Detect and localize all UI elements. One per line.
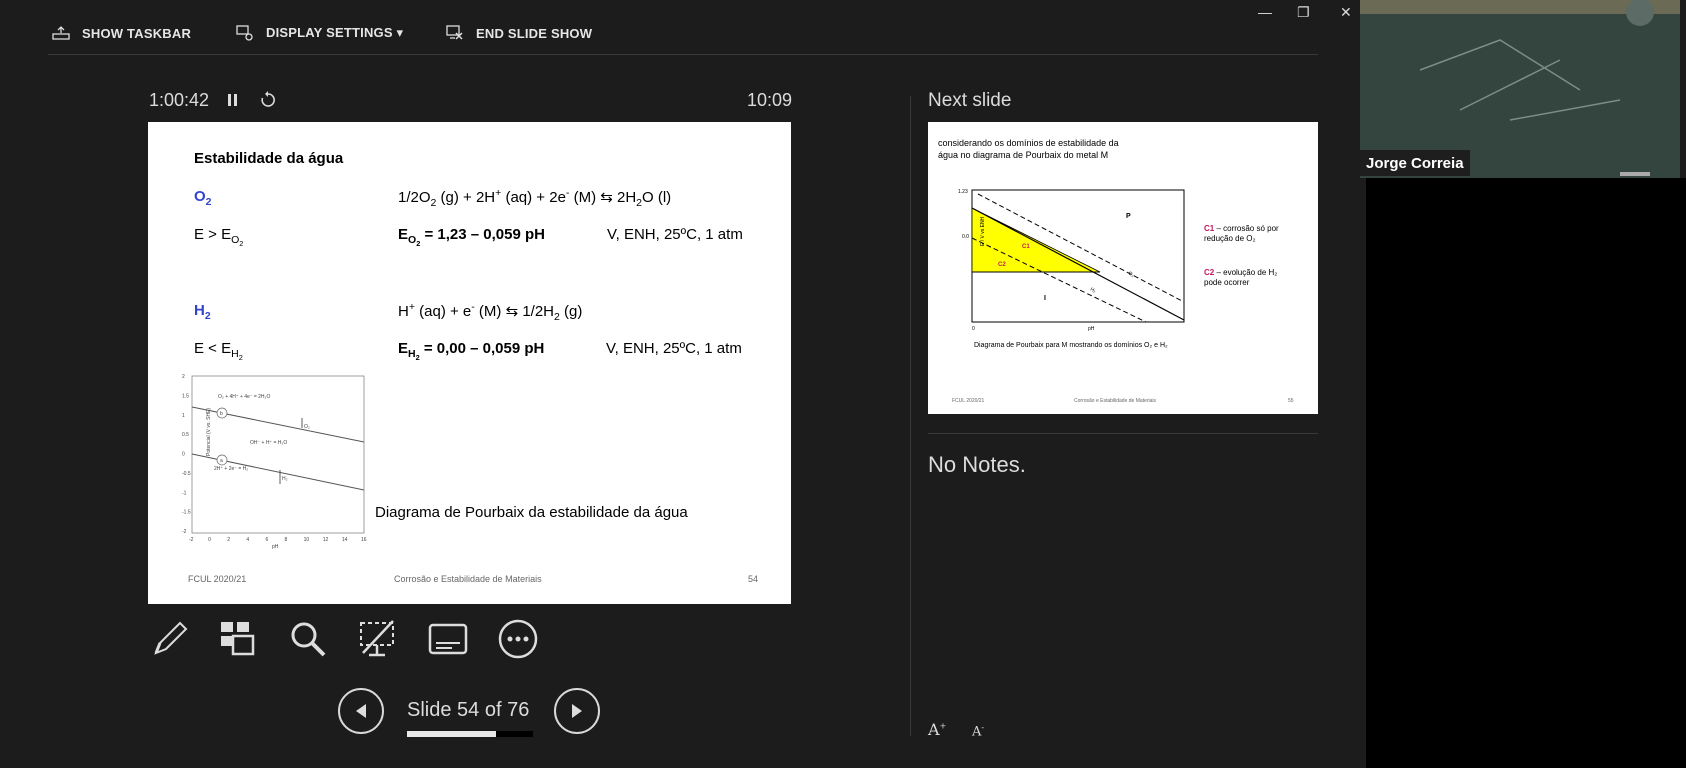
restore-icon[interactable]: ❐ — [1297, 4, 1310, 20]
c1-legend: C1 – corrosão só por — [1204, 224, 1279, 233]
next-footer-center: Corrosão e Estabilidade de Materiais — [1074, 398, 1156, 404]
display-settings-button[interactable] — [236, 22, 403, 44]
water-pourbaix-chart — [162, 372, 372, 552]
h2-line-label: H₂ — [1089, 286, 1097, 295]
h2-heading: $H_2$ — [194, 302, 211, 322]
black-screen-button[interactable] — [356, 617, 400, 661]
show-taskbar-label: SHOW TASKBAR — [82, 25, 192, 41]
h2-arrow-label: H₂ — [282, 476, 288, 482]
mini-ytick: -1 — [182, 490, 187, 497]
mini-ytick: 1.5 — [182, 393, 189, 400]
pointer-screen-icon — [357, 618, 399, 660]
mini-xlabel: pH — [272, 544, 279, 550]
slide-progress-fill — [407, 731, 496, 737]
next-icon — [570, 703, 584, 719]
previous-icon — [354, 703, 368, 719]
o2-heading: $O_2$ — [194, 188, 212, 208]
restart-timer-icon[interactable] — [260, 91, 276, 114]
mini-xtick: 2 — [227, 537, 231, 543]
mini-xtick: -2 — [189, 537, 194, 543]
mid-label: OH⁻ + H⁺ = H₂O — [250, 440, 288, 446]
taskbar-icon — [52, 26, 70, 40]
region-i: I — [1044, 295, 1046, 302]
o2-line-label: O₂ — [1127, 270, 1136, 279]
h2-condition: $E < E_{H_2}$ — [194, 340, 243, 363]
o2-condition: $E > E_{O_2}$ — [194, 226, 244, 249]
grid-slides-icon — [218, 619, 258, 659]
line-a-label: 2H⁺ + 2e⁻ = H₂ — [214, 466, 249, 472]
mini-xtick: 16 — [361, 537, 367, 543]
mini-ytick: 2 — [182, 374, 185, 380]
subtitles-button[interactable] — [426, 617, 470, 661]
slide-number: 54 — [748, 574, 759, 584]
participant-name: Jorge Correia — [1360, 150, 1470, 176]
mini-ytick: -1.5 — [182, 509, 191, 516]
metal-pourbaix-chart — [938, 184, 1188, 332]
slide-footer-left: FCUL 2020/21 — [188, 574, 247, 584]
display-settings-icon — [236, 25, 254, 41]
mini-xtick: 10 — [303, 537, 310, 543]
line-b-label: O₂ + 4H⁺ + 4e⁻ = 2H₂O — [218, 394, 271, 400]
c2-legend: C2 – evolução de H₂ — [1204, 268, 1278, 277]
end-slide-show-button[interactable] — [446, 22, 592, 44]
more-options-button[interactable] — [496, 617, 540, 661]
h2-reaction: H+ (aq) + e- (M) ⇆ $1/2H_2$ (g) — [398, 301, 583, 323]
mini-xtick: 14 — [341, 537, 348, 543]
mini-ytick: 1 — [182, 412, 185, 419]
pause-icon[interactable] — [226, 92, 240, 113]
next-line2: água no diagrama de Pourbaix do metal M — [938, 150, 1109, 160]
display-settings-label: DISPLAY SETTINGS ▾ — [266, 25, 404, 40]
slide-title: Estabilidade da água — [194, 150, 344, 167]
see-all-slides-button[interactable] — [216, 617, 260, 661]
diagram-caption: Diagrama de Pourbaix da estabilidade da água — [375, 504, 688, 521]
mini-ytick: 0 — [182, 451, 185, 458]
next-line1: considerando os domínios de estabilidade da — [938, 138, 1119, 148]
slide-counter[interactable]: Slide 54 of 76 — [407, 699, 530, 721]
mini-xtick: 6 — [265, 537, 269, 543]
decrease-font-icon[interactable]: A- — [972, 723, 985, 740]
label-a: a — [220, 458, 223, 464]
next-slide-button[interactable] — [554, 688, 600, 734]
subtitles-icon — [427, 621, 469, 657]
end-slide-show-label: END SLIDE SHOW — [476, 25, 593, 41]
o2-units: V, ENH, 25ºC, 1 atm — [607, 226, 743, 243]
mini-xtick: 0 — [208, 537, 211, 543]
close-icon[interactable]: ✕ — [1340, 4, 1352, 20]
mini-ytick: -0.5 — [182, 470, 191, 477]
elapsed-timer: 1:00:42 — [149, 90, 210, 110]
speaker-notes: No Notes. — [928, 452, 1026, 477]
next-caption: Diagrama de Pourbaix para M mostrando os domínios O₂ e H₂ — [974, 342, 1168, 349]
increase-font-icon[interactable]: A+ — [928, 720, 947, 739]
h2-units: V, ENH, 25ºC, 1 atm — [606, 340, 742, 357]
slide-footer-center: Corrosão e Estabilidade de Materiais — [394, 574, 542, 584]
region-p: P — [1126, 213, 1131, 220]
y-tick-123: 1.23 — [958, 189, 968, 195]
pane-divider — [910, 96, 911, 736]
c2-legend-2: pode ocorrer — [1204, 278, 1250, 287]
mini-ytick: -2 — [182, 529, 187, 535]
next-xlabel: pH — [1088, 326, 1095, 332]
next-ylabel: E / V vs ENH — [980, 216, 986, 246]
next-slide-preview[interactable] — [928, 122, 1318, 414]
mini-xtick: 12 — [322, 537, 329, 543]
mini-xtick: 4 — [246, 537, 250, 543]
previous-slide-button[interactable] — [338, 688, 384, 734]
next-slide-label: Next slide — [928, 90, 1012, 111]
region-c2: C2 — [998, 262, 1006, 268]
current-slide[interactable] — [148, 122, 791, 604]
zoom-button[interactable] — [286, 617, 330, 661]
magnifier-icon — [288, 619, 328, 659]
next-footer-left: FCUL 2020/21 — [952, 398, 985, 404]
x-tick-0: 0 — [972, 326, 975, 332]
mini-xtick: 8 — [284, 537, 288, 543]
slide-progress-bar — [407, 731, 533, 737]
o2-reaction: $1/2O_2$ (g) + 2H+ (aq) + 2e- (M) ⇆ $2H_2O$ (l) — [398, 187, 672, 209]
side-panel-black — [1366, 178, 1686, 768]
mini-ytick: 0.5 — [182, 432, 189, 439]
o2-equation: $E_{O_2} = 1,23 - 0,059$ pH — [398, 226, 545, 249]
o2-arrow-label: O₂ — [304, 424, 310, 430]
h2-equation: $E_{H_2} = 0,00 - 0,059$ pH — [398, 340, 545, 363]
end-show-icon — [446, 25, 464, 41]
clock: 10:09 — [747, 90, 793, 110]
y-tick-00: 0.0 — [962, 234, 969, 240]
minimize-icon[interactable]: — — [1258, 4, 1272, 20]
label-b: b — [220, 411, 223, 417]
more-icon — [497, 618, 539, 660]
mini-ylabel: Potencial (V vs. SHE) — [206, 407, 212, 456]
show-taskbar-button[interactable] — [52, 22, 191, 44]
c1-legend-2: redução de O₂ — [1204, 234, 1256, 243]
notes-divider — [928, 433, 1318, 434]
region-c1: C1 — [1022, 244, 1030, 250]
pen-tool-button[interactable] — [148, 617, 192, 661]
next-footer-right: 55 — [1288, 398, 1294, 404]
toolbar-divider — [48, 54, 1318, 55]
pen-icon — [150, 619, 190, 659]
